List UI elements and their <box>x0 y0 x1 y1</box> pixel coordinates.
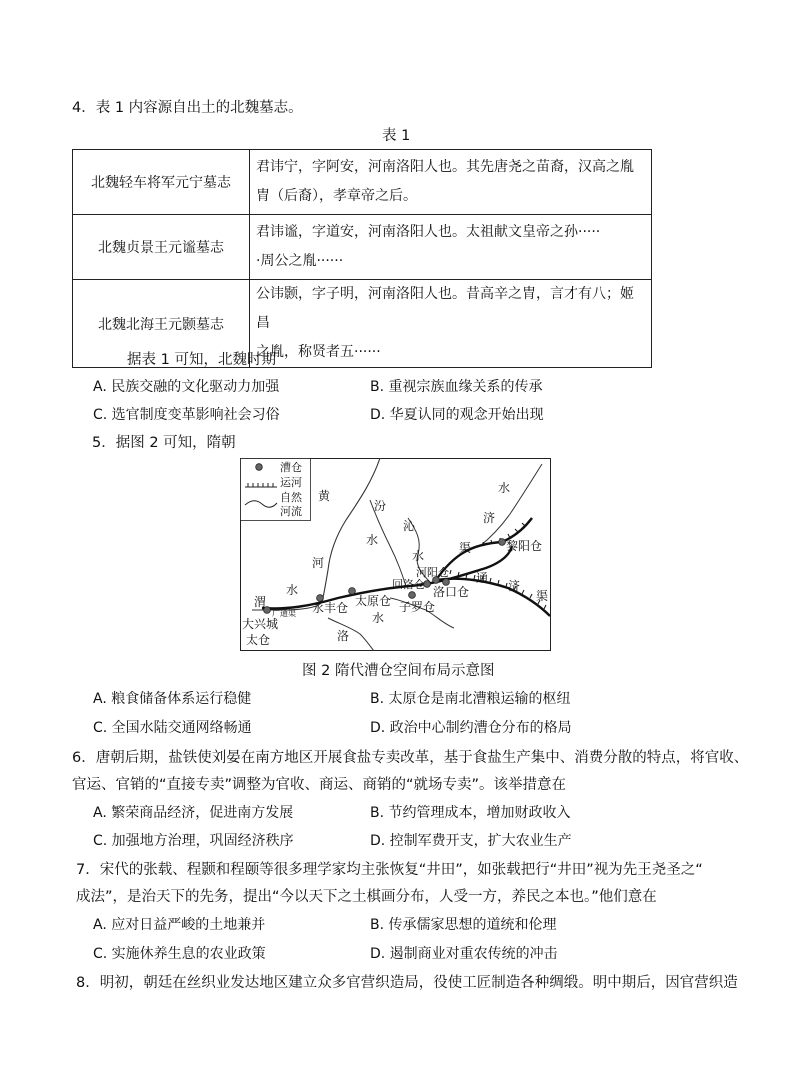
granary-ziluo-marker <box>409 592 416 599</box>
q4-table <box>72 149 652 368</box>
legend-canal-label: 运河 <box>280 476 302 489</box>
label-luo: 洛 <box>337 629 350 643</box>
table-cell-text <box>250 280 652 368</box>
label-luo-shui: 水 <box>372 611 385 625</box>
label-tongji-1: 通 <box>476 571 489 585</box>
q6-option-a[interactable]: A. 繁荣商品经济，促进南方发展 <box>93 805 294 821</box>
label-wei-shui: 水 <box>286 583 299 597</box>
label-huang: 黄 <box>318 489 331 503</box>
table-cell-name: 北魏轻车将军元宁墓志 <box>73 150 250 215</box>
table-text-line: ·周公之胤······ <box>256 253 344 269</box>
q4-prompt: 据表 1 可知，北魏时期 <box>127 352 276 368</box>
label-guangtong: 广通渠 <box>272 609 296 618</box>
label-heyang: 河阳仓 <box>416 566 449 579</box>
q7-option-d[interactable]: D. 遏制商业对重农传统的冲击 <box>370 946 558 962</box>
q8-stem-line-1: 8．明初，朝廷在丝织业发达地区建立众多官营织造局，役使工匠制造各种绸缎。明中期后，因官营织造 <box>76 975 738 991</box>
label-qin-shui: 水 <box>412 549 425 563</box>
table-text-line: 君讳谧，字道安，河南洛阳人也。太祖献文皇帝之孙····· <box>256 224 601 240</box>
q5-option-d[interactable]: D. 政治中心制约漕仓分布的格局 <box>370 720 572 736</box>
label-taiyuan: 太原仓 <box>355 594 392 608</box>
table-text-line: 公讳颢，字子明，河南洛阳人也。昔高辛之胄，言才有八；姬昌 <box>256 286 634 331</box>
q5-option-a[interactable]: A. 粮食储备体系运行稳健 <box>93 691 252 707</box>
q4-stem: 4．表 1 内容源自出土的北魏墓志。 <box>72 100 303 116</box>
q7-option-b[interactable]: B. 传承儒家思想的道统和伦理 <box>370 917 557 933</box>
label-yongfeng: 永丰仓 <box>312 601 349 615</box>
q4-option-b[interactable]: B. 重视宗族血缘关系的传承 <box>370 379 543 395</box>
table-row <box>73 215 652 280</box>
q5-option-c[interactable]: C. 全国水陆交通网络畅通 <box>93 720 252 736</box>
label-huiluo: 回洛仓 <box>392 578 425 591</box>
legend-granary-icon <box>256 464 263 471</box>
label-tongji-3: 渠 <box>536 589 549 603</box>
q6-option-d[interactable]: D. 控制军费开支，扩大农业生产 <box>370 833 572 849</box>
table-cell-name: 北魏贞景王元谧墓志 <box>73 215 250 280</box>
table-text-line: 之胤，称贤者五······ <box>256 344 381 360</box>
label-liyang: 黎阳仓 <box>506 539 543 553</box>
table-cell-text <box>250 150 652 215</box>
table-cell-text <box>250 215 652 280</box>
figure-caption: 图 2 隋代漕仓空间布局示意图 <box>302 663 495 679</box>
q7-option-a[interactable]: A. 应对日益严峻的土地兼并 <box>93 917 266 933</box>
q6-option-b[interactable]: B. 节约管理成本，增加财政收入 <box>370 805 571 821</box>
label-he: 河 <box>312 556 325 570</box>
legend-river-label-2: 河流 <box>280 505 302 518</box>
q7-stem-line-1: 7．宋代的张载、程颢和程颐等很多理学家均主张恢复“井田”，如张载把行“井田”视为先王尧圣之“ <box>76 862 703 878</box>
label-tongji-2: 济 <box>508 579 521 593</box>
q6-option-c[interactable]: C. 加强地方治理，巩固经济秩序 <box>93 833 294 849</box>
label-daxing: 大兴城 <box>242 617 279 631</box>
q4-option-d[interactable]: D. 华夏认同的观念开始出现 <box>370 407 544 423</box>
q4-option-a[interactable]: A. 民族交融的文化驱动力加强 <box>93 379 280 395</box>
label-ji-shui: 水 <box>498 481 511 495</box>
q5-stem: 5．据图 2 可知，隋朝 <box>92 435 236 451</box>
q7-stem-line-2: 成法”，是治天下的先务，提出“今以天下之土棋画分布，人受一方，养民之本也。”他们意在 <box>76 889 657 905</box>
q7-option-c[interactable]: C. 实施休养生息的农业政策 <box>93 946 266 962</box>
legend-granary-label: 漕仓 <box>280 461 302 474</box>
q4-option-c[interactable]: C. 选官制度变革影响社会习俗 <box>93 407 280 423</box>
label-fen: 汾 <box>374 499 387 513</box>
legend-river-label-1: 自然 <box>280 491 302 504</box>
granary-liyang-marker <box>499 539 506 546</box>
label-wei: 渭 <box>254 595 267 609</box>
label-ziluo: 子罗仓 <box>399 600 436 614</box>
table-row <box>73 150 652 215</box>
label-luokou: 洛口仓 <box>433 585 470 599</box>
table-caption: 表 1 <box>382 128 411 144</box>
q6-stem-line-2: 官运、官销的“直接专卖”调整为官收、商运、商销的“就场专卖”。该举措意在 <box>72 777 567 793</box>
table-cell-name: 北魏北海王元颢墓志 <box>73 280 250 368</box>
q6-stem-line-1: 6．唐朝后期，盐铁使刘晏在南方地区开展食盐专卖改革，基于食盐生产集中、消费分散的特点，将官收、 <box>72 750 749 766</box>
label-qu-top: 渠 <box>459 541 472 555</box>
sui-granary-map <box>240 458 551 651</box>
label-taicang: 太仓 <box>246 633 271 647</box>
table-text-line: 君讳宁，字阿安，河南洛阳人也。其先唐尧之苗裔，汉高之胤 <box>256 159 634 175</box>
q5-option-b[interactable]: B. 太原仓是南北漕粮运输的枢纽 <box>370 691 571 707</box>
label-qin: 沁 <box>403 519 416 533</box>
label-ji: 济 <box>483 511 496 525</box>
table-text-line: 胄（后裔），孝章帝之后。 <box>256 188 417 204</box>
label-fen-shui: 水 <box>366 533 379 547</box>
